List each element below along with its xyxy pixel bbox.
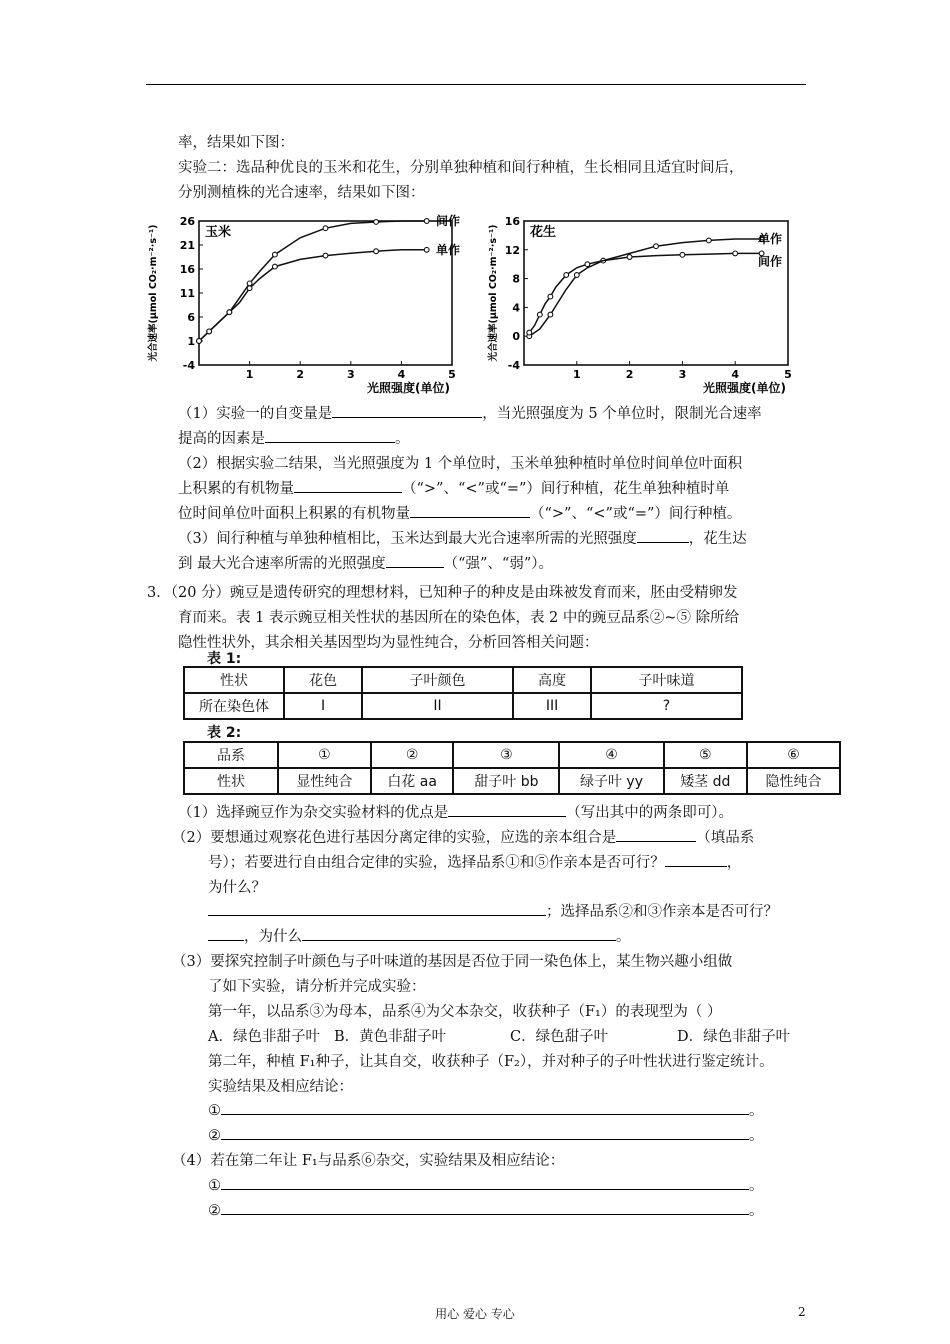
- answer-blank[interactable]: [221, 1100, 749, 1115]
- conclusion-line-4: ② 。: [208, 1199, 764, 1220]
- chart-title: 花生: [530, 225, 557, 240]
- data-point: [247, 281, 252, 286]
- table-1: [183, 666, 743, 720]
- x-tick-label: 4: [731, 368, 740, 381]
- table-row: [184, 667, 742, 693]
- table-cell: 所在染色体: [184, 693, 284, 719]
- q2-part3-line1: （3）间行种植与单独种植相比，玉米达到最大光合速率所需的光照强度 ，花生达: [178, 527, 747, 548]
- q3-intro-3: 隐性性状外，其余相关基因型均为显性纯合，分析回答相关问题：: [178, 635, 599, 651]
- data-point: [627, 255, 632, 260]
- q2-part2-line2: 上积累的有机物量 （“>”、“<”或“=”）间行种植，花生单独种植时单: [178, 477, 729, 498]
- data-point: [564, 273, 569, 278]
- q3-part4-line1: （4）若在第二年让 F₁与品系⑥杂交，实验结果及相应结论：: [172, 1153, 565, 1169]
- q3-part2-line3: 为什么？: [208, 880, 266, 896]
- conclusion-line-3: ① 。: [208, 1174, 764, 1195]
- table-cell: 子叶颜色: [362, 667, 513, 693]
- answer-blank[interactable]: [221, 1175, 749, 1190]
- y-tick-label: 16: [504, 215, 520, 228]
- q2-part2-line1: （2）根据实验二结果，当光照强度为 1 个单位时，玉米单独种植时单位时间单位叶面积: [178, 456, 743, 472]
- series-line: [199, 221, 427, 341]
- x-tick-label: 4: [397, 368, 406, 381]
- conclusion-line-1: ① 。: [208, 1099, 764, 1120]
- answer-blank[interactable]: [221, 1125, 749, 1140]
- y-tick-label: 8: [512, 272, 520, 286]
- y-tick-label: -4: [182, 359, 195, 372]
- series-label: 单作: [758, 232, 783, 246]
- table-cell: 子叶味道: [591, 667, 742, 693]
- page-number: 2: [798, 1305, 806, 1319]
- data-point: [374, 220, 379, 225]
- table-cell: ④: [559, 742, 663, 768]
- answer-blank[interactable]: [265, 428, 395, 443]
- data-point: [537, 312, 542, 317]
- answer-blank[interactable]: [410, 503, 530, 518]
- data-point: [207, 329, 212, 334]
- table-cell: 矮茎 dd: [664, 768, 748, 794]
- data-point: [733, 251, 738, 256]
- q3-intro-1: 3．（20 分）豌豆是遗传研究的理想材料，已知种子的种皮是由珠被发育而来，胚由受精卵发: [147, 585, 738, 601]
- table1-label: 表 1:: [207, 651, 242, 667]
- data-point: [197, 339, 202, 344]
- y-axis-label: 光合速率(μmol CO₂·m⁻²·s⁻¹): [148, 224, 159, 362]
- table-cell: 性状: [184, 768, 278, 794]
- y-tick-label: -4: [507, 359, 520, 372]
- table-cell: ①: [278, 742, 371, 768]
- footer-text: 用心 爱心 专心: [435, 1307, 515, 1321]
- peanut-chart: [482, 205, 807, 395]
- q2-part2-line3: 位时间单位叶面积上积累的有机物量 （“>”、“<”或“=”）间行种植。: [178, 502, 741, 523]
- data-point: [273, 252, 278, 257]
- conclusion-line-2: ② 。: [208, 1124, 764, 1145]
- x-tick-label: 3: [346, 368, 355, 381]
- table2-label: 表 2:: [207, 725, 242, 741]
- answer-blank[interactable]: [302, 926, 616, 941]
- y-tick-label: 26: [179, 215, 195, 228]
- x-tick-label: 3: [678, 368, 687, 381]
- answer-blank[interactable]: [208, 926, 244, 941]
- q3-part2-line4: ；选择品系②和③作亲本是否可行？: [208, 900, 778, 921]
- table-cell: 绿子叶 yy: [559, 768, 663, 794]
- y-tick-label: 1: [187, 335, 195, 348]
- option-c: C．绿色甜子叶: [510, 1029, 609, 1045]
- data-point: [585, 262, 590, 267]
- series-label: 间作: [758, 254, 783, 269]
- table-cell: 显性纯合: [278, 768, 371, 794]
- q3-intro-2: 育而来。表 1 表示豌豆相关性状的基因所在的染色体，表 2 中的豌豆品系②~⑤ 除所给: [178, 610, 740, 626]
- x-axis-label: 光照强度(单位): [367, 381, 450, 395]
- answer-blank[interactable]: [386, 553, 444, 568]
- data-point: [680, 252, 685, 257]
- table-cell: I: [284, 693, 362, 719]
- q3-part1: （1）选择豌豆作为杂交实验材料的优点是 （写出其中的两条即可）。: [178, 801, 733, 822]
- chart-title: 玉米: [205, 225, 232, 240]
- data-point: [706, 238, 711, 243]
- answer-blank[interactable]: [637, 528, 689, 543]
- data-point: [227, 310, 232, 315]
- data-point: [247, 286, 252, 291]
- data-point: [574, 273, 579, 278]
- answer-blank[interactable]: [448, 802, 566, 817]
- table-row: [184, 742, 840, 768]
- option-a: A．绿色非甜子叶: [208, 1029, 320, 1045]
- table-2: [183, 741, 841, 795]
- table-cell: 隐性纯合: [747, 768, 840, 794]
- table-cell: ⑥: [747, 742, 840, 768]
- table-cell: ③: [453, 742, 559, 768]
- intro-line-3: 分别测植株的光合速率，结果如下图：: [178, 185, 425, 201]
- table-cell: ⑤: [664, 742, 748, 768]
- data-point: [654, 244, 659, 249]
- data-point: [548, 294, 553, 299]
- answer-blank[interactable]: [294, 478, 402, 493]
- table-cell: 花色: [284, 667, 362, 693]
- q3-part3-line1: （3）要探究控制子叶颜色与子叶味道的基因是否位于同一染色体上，某生物兴趣小组做: [172, 954, 733, 970]
- table-row: [184, 768, 840, 794]
- table-cell: 白花 aa: [371, 768, 454, 794]
- data-point: [424, 219, 429, 224]
- x-tick-label: 5: [784, 368, 792, 381]
- series-label: 单作: [436, 242, 461, 257]
- q3-part3-line3: 第一年，以品系③为母本，品系④为父本杂交，收获种子（F₁）的表现型为（ ）: [208, 1004, 722, 1020]
- option-b: B．黄色非甜子叶: [334, 1029, 447, 1045]
- table-cell: ②: [371, 742, 454, 768]
- table-cell: ?: [591, 693, 742, 719]
- q3-part3-line2: 了如下实验，请分析并完成实验：: [208, 979, 426, 995]
- q2-part3-line2: 到 最大光合速率所需的光照强度 （“强”、“弱”）。: [178, 552, 553, 573]
- x-tick-label: 2: [296, 368, 305, 381]
- answer-blank[interactable]: [332, 403, 482, 418]
- q2-part1-line1: （1）实验一的自变量是 ，当光照强度为 5 个单位时，限制光合速率: [178, 402, 762, 423]
- y-tick-label: 12: [504, 243, 520, 257]
- intro-line-2: 实验二：选品种优良的玉米和花生，分别单独种植和间行种植，生长相同且适宜时间后，: [178, 160, 744, 176]
- y-tick-label: 6: [187, 311, 195, 324]
- q3-part2-line2: 号）；若要进行自由组合定律的实验，选择品系①和⑤作亲本是否可行？ ，: [208, 851, 741, 872]
- x-tick-label: 5: [448, 368, 456, 381]
- q3-part2-line5: ，为什么 。: [208, 925, 631, 946]
- table-cell: III: [513, 693, 591, 719]
- answer-blank[interactable]: [665, 852, 727, 867]
- data-point: [323, 253, 328, 258]
- option-d: D．绿色非甜子叶: [677, 1029, 791, 1045]
- data-point: [527, 330, 532, 335]
- data-point: [273, 264, 278, 269]
- q3-part3-line6: 实验结果及相应结论：: [208, 1079, 353, 1095]
- data-point: [374, 249, 379, 254]
- table-row: [184, 693, 742, 719]
- answer-blank[interactable]: [616, 827, 696, 842]
- q3-part2-line1: （2）要想通过观察花色进行基因分离定律的实验，应选的亲本组合是 （填品系: [172, 826, 754, 847]
- header-rule: [146, 84, 806, 85]
- y-tick-label: 21: [179, 239, 195, 252]
- q2-part1-line2: 提高的因素是 。: [178, 427, 410, 448]
- table-cell: 高度: [513, 667, 591, 693]
- table-cell: 甜子叶 bb: [453, 768, 559, 794]
- y-tick-label: 4: [512, 301, 520, 315]
- y-axis-label: 光合速率(μmol CO₂·m⁻²·s⁻¹): [488, 224, 499, 362]
- answer-blank[interactable]: [221, 1200, 749, 1215]
- plot-frame: [199, 221, 452, 365]
- table-cell: 性状: [184, 667, 284, 693]
- y-tick-label: 16: [179, 263, 195, 276]
- q3-part3-line5: 第二年，种植 F₁种子，让其自交，收获种子（F₂），并对种子的子叶性状进行鉴定统计。: [208, 1054, 774, 1070]
- data-point: [548, 312, 553, 317]
- table-cell: II: [362, 693, 513, 719]
- series-line: [199, 250, 427, 341]
- corn-chart: [140, 205, 475, 395]
- intro-line-1: 率，结果如下图：: [178, 135, 294, 151]
- series-label: 间作: [436, 214, 461, 228]
- data-point: [424, 247, 429, 252]
- x-tick-label: 1: [572, 368, 581, 381]
- x-tick-label: 2: [625, 368, 634, 381]
- answer-blank[interactable]: [208, 901, 546, 916]
- y-tick-label: 11: [179, 287, 195, 300]
- table-cell: 品系: [184, 742, 278, 768]
- y-tick-label: 0: [512, 330, 520, 344]
- x-tick-label: 1: [245, 368, 254, 381]
- data-point: [323, 226, 328, 231]
- x-axis-label: 光照强度(单位): [703, 381, 786, 395]
